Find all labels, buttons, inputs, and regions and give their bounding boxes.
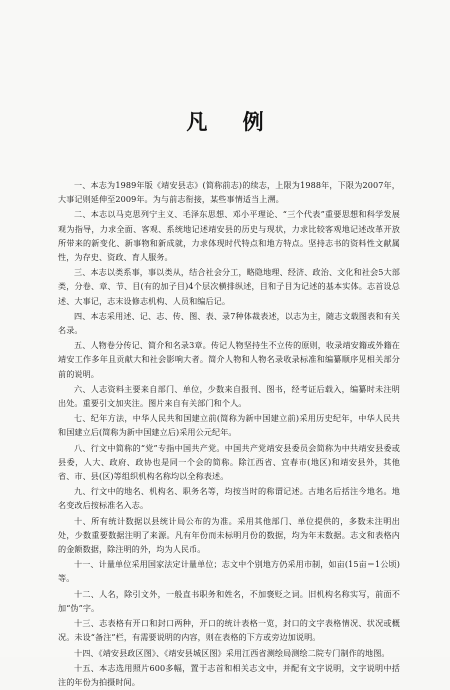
paragraph-11: 十一、计量单位采用国家法定计量单位；志文中个别地方仍采用市制，如亩(15亩＝1公顷)等。 [58, 559, 400, 584]
paragraph-4: 四、本志采用述、记、志、传、图、表、录7种体裁表述，以志为主，随志文载图表和有关名录。 [58, 310, 400, 336]
paragraph-12: 十二、人名，除引文外，一般直书职务和姓名，不加褒贬之词。旧机构名称实写，前面不加“伪”字。 [58, 588, 400, 613]
paragraph-6: 六、人志资料主要来自部门、单位，少数来自报刊、图书，经考证后载入，编纂时未注明出处。重要引文加夹注。图片来自有关部门和个人。 [58, 383, 400, 409]
paragraph-14: 十四、《靖安县政区图》、《靖安县城区图》采用江西省测绘局测绘二院专门制作的地图。 [74, 647, 390, 658]
paragraph-15: 十五、本志选用照片600多幅，置于志首和相关志文中，并配有文字说明，文字说明中括注的年份为拍摄时间。 [58, 662, 400, 687]
paragraph-7: 七、纪年方法，中华人民共和国建立前(简称为新中国建立前)采用历史纪年，中华人民共和国建立后(简称为新中国建立后)采用公元纪年。 [58, 413, 400, 438]
paragraph-10: 十、所有统计数据以县统计局公布的为准。采用其他部门、单位提供的，多数未注明出处，少数重要数据注明了来源。凡有年份而未标明月份的数据，均为年末数据。志文和表格内的金额数据，除注明的外，均为人民币。 [58, 515, 400, 555]
paragraph-1: 一、本志为1989年版《靖安县志》(简称前志)的续志，上限为1988年，下限为2007年，大事记则延伸至2009年。为与前志衔接，某些事情适当上溯。 [58, 180, 400, 205]
paragraph-2: 二、本志以马克思列宁主义、毛泽东思想、邓小平理论、“三个代表”重要思想和科学发展观为指导，力求全面、客观、系统地记述靖安县的历史与现状，力求比较客观地记述改革开放所带来的新变化、新事物和新成就，力求体现时代特点和地方特点。坚持志书的资料性文献属性，为存史、资政、育人服务。 [58, 209, 400, 263]
paragraph-3: 三、本志以类系事，事以类从，结合社会分工，略隐地理、经济、政治、文化和社会5大部类，分卷、章、节、目(有的加子目)4个层次横排纵述，目和子目为记述的基本实体。志首设总述、大事记，志末设修志机构、人员和编后记。 [58, 267, 400, 306]
paragraph-5: 五、人物卷分传记、简介和名录3章。传记人物坚持生不立传的原则，收录靖安籍或外籍在靖安工作多年且贡献大和社会影响大者。简介人物和人物名录收录标准和编纂顺序见相关部分前的说明。 [58, 340, 400, 379]
paragraph-8: 八、行文中简称的“党”专指中国共产党。中国共产党靖安县委员会简称为中共靖安县委或县委，人大、政府、政协也是同一个会的简称。除江西省、宜春市(地区)和靖安县外，其他省、市、县(区)等组织机构名称均以全称表述。 [58, 442, 400, 482]
document-body [58, 178, 400, 690]
page-title: 凡 例 [186, 109, 278, 134]
paragraph-13: 十三、志表格有开口和封口两种，开口的统计表格一览，封口的文字表格情况、状况或概况。未设“备注”栏，有需要说明的内容，则在表格的下方或旁边加说明。 [58, 618, 400, 643]
paragraph-9: 九、行文中的地名、机构名、职务名等，均按当时的称谓记述。古地名后括注今地名。地名变改后按标准名入志。 [58, 486, 400, 511]
